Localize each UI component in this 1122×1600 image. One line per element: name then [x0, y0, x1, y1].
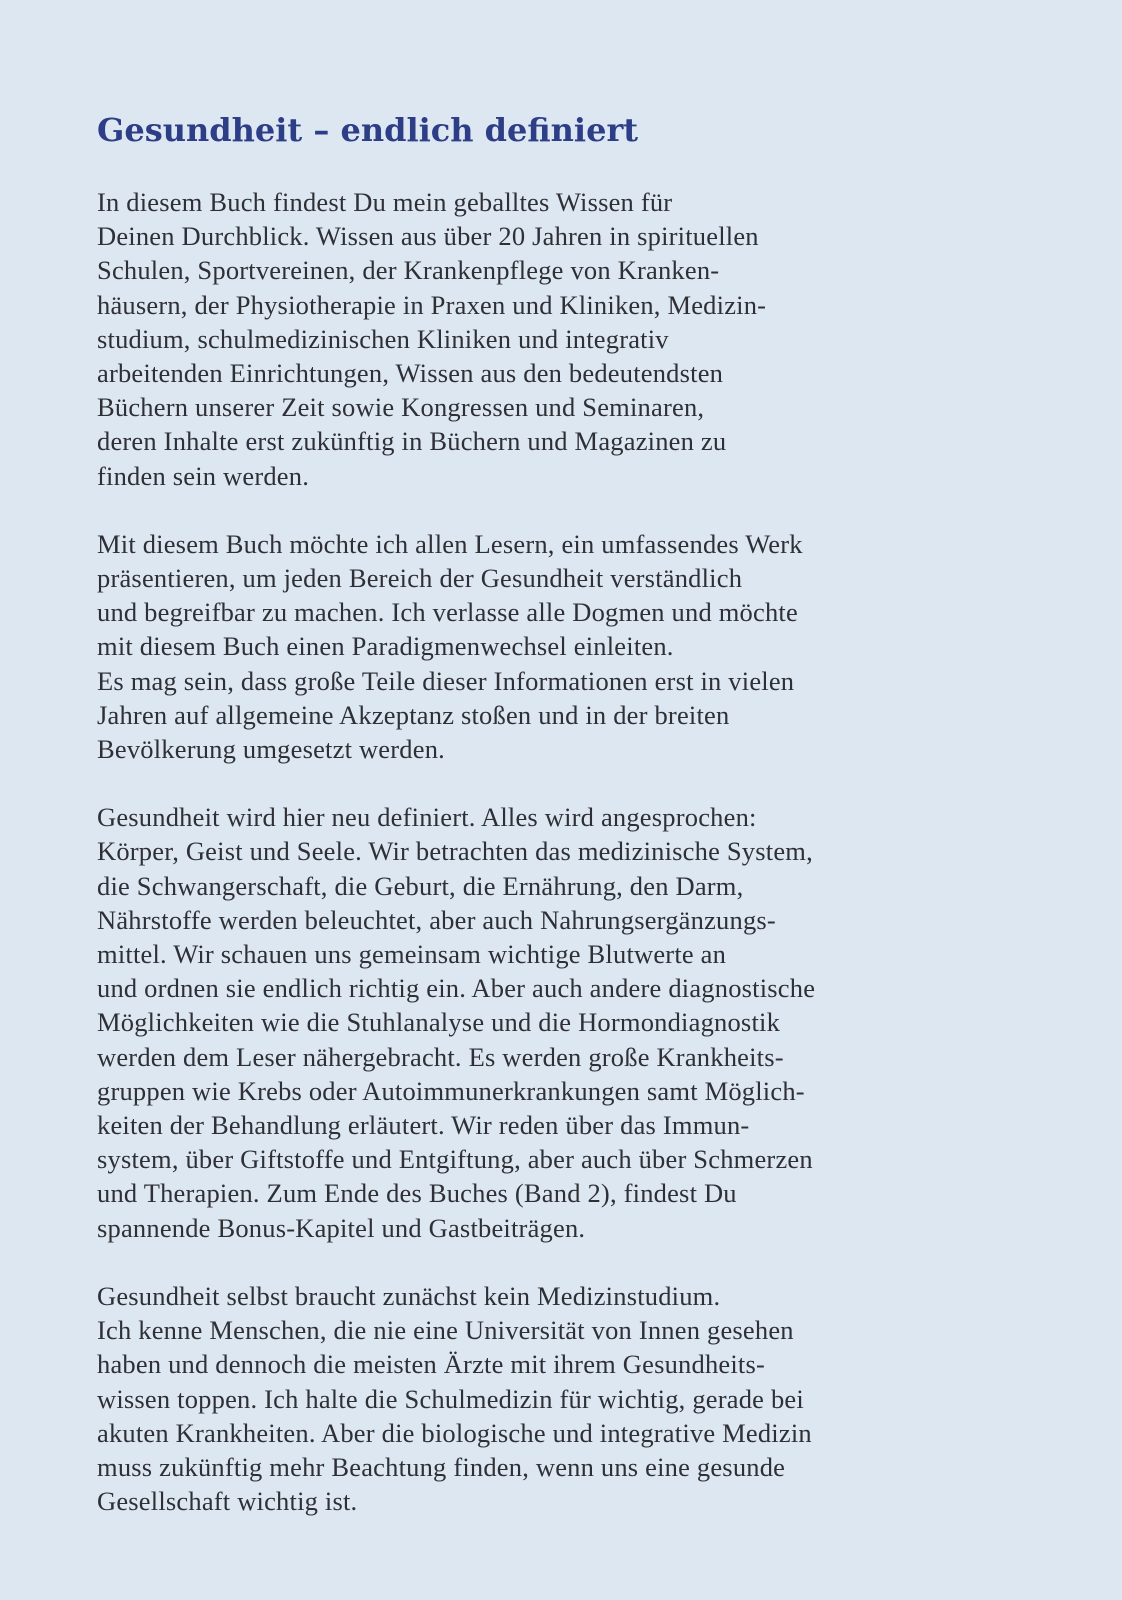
paragraph-1	[97, 185, 1077, 493]
text-line: Gesellschaft wichtig ist.	[97, 1486, 358, 1517]
text-line: Schulen, Sportvereinen, der Krankenpflege von Kranken-	[97, 255, 720, 286]
text-line: und ordnen sie endlich richtig ein. Aber auch andere diagnostische	[97, 973, 816, 1004]
paragraph-2	[97, 527, 1077, 766]
text-line: spannende Bonus-Kapitel und Gastbeiträgen.	[97, 1212, 586, 1243]
text-line: Deinen Durchblick. Wissen aus über 20 Jahren in spirituellen	[97, 221, 759, 252]
text-line: werden dem Leser nähergebracht. Es werden große Krankheits-	[97, 1041, 784, 1072]
text-line: und Therapien. Zum Ende des Buches (Band 2), findest Du	[97, 1178, 737, 1209]
text-line: Mit diesem Buch möchte ich allen Lesern, ein umfassendes Werk	[97, 528, 803, 559]
text-line: In diesem Buch findest Du mein geballtes Wissen für	[97, 187, 673, 217]
paragraph-3	[97, 800, 1077, 1245]
document-body	[97, 108, 1077, 1552]
text-line: Büchern unserer Zeit sowie Kongressen und Seminaren,	[97, 392, 705, 423]
text-line: mit diesem Buch einen Paradigmenwechsel einleiten.	[97, 631, 674, 662]
text-line: wissen toppen. Ich halte die Schulmedizin für wichtig, gerade bei	[97, 1383, 804, 1414]
text-line: Gesundheit selbst braucht zunächst kein Medizinstudium.	[97, 1280, 721, 1311]
text-line: häusern, der Physiotherapie in Praxen und Kliniken, Medizin-	[97, 289, 767, 320]
text-line: mittel. Wir schauen uns gemeinsam wichtige Blutwerte an	[97, 939, 727, 970]
text-line: Möglichkeiten wie die Stuhlanalyse und die Hormondiagnostik	[97, 1007, 781, 1038]
text-line: keiten der Behandlung erläutert. Wir reden über das Immun-	[97, 1110, 750, 1141]
text-line: und begreifbar zu machen. Ich verlasse alle Dogmen und möchte	[97, 597, 798, 628]
text-line: finden sein werden.	[97, 460, 310, 491]
text-line: akuten Krankheiten. Aber die biologische und integrative Medizin	[97, 1417, 812, 1448]
paragraph-4	[97, 1279, 1077, 1518]
text-line: gruppen wie Krebs oder Autoimmunerkrankungen samt Möglich-	[97, 1075, 805, 1106]
text-line: haben und dennoch die meisten Ärzte mit ihrem Gesundheits-	[97, 1349, 766, 1380]
page-title: Gesundheit – endlich definiert	[97, 111, 639, 149]
text-line: deren Inhalte erst zukünftig in Büchern und Magazinen zu	[97, 426, 727, 457]
text-line: Körper, Geist und Seele. Wir betrachten das medizinische System,	[97, 836, 813, 867]
text-line: Nährstoffe werden beleuchtet, aber auch Nahrungsergänzungs-	[97, 904, 776, 935]
text-line: Ich kenne Menschen, die nie eine Universität von Innen gesehen	[97, 1315, 794, 1346]
text-line: studium, schulmedizinischen Kliniken und integrativ	[97, 323, 669, 354]
text-line: die Schwangerschaft, die Geburt, die Ernährung, den Darm,	[97, 870, 744, 901]
text-line: muss zukünftig mehr Beachtung finden, wenn uns eine gesunde	[97, 1451, 786, 1482]
text-line: Es mag sein, dass große Teile dieser Informationen erst in vielen	[97, 665, 795, 696]
text-line: Bevölkerung umgesetzt werden.	[97, 734, 445, 765]
text-line: system, über Giftstoffe und Entgiftung, aber auch über Schmerzen	[97, 1144, 813, 1175]
text-line: Jahren auf allgemeine Akzeptanz stoßen und in der breiten	[97, 699, 730, 730]
text-line: Gesundheit wird hier neu definiert. Alles wird angesprochen:	[97, 802, 757, 833]
text-line: arbeitenden Einrichtungen, Wissen aus den bedeutendsten	[97, 358, 724, 389]
text-line: präsentieren, um jeden Bereich der Gesundheit verständlich	[97, 563, 743, 594]
